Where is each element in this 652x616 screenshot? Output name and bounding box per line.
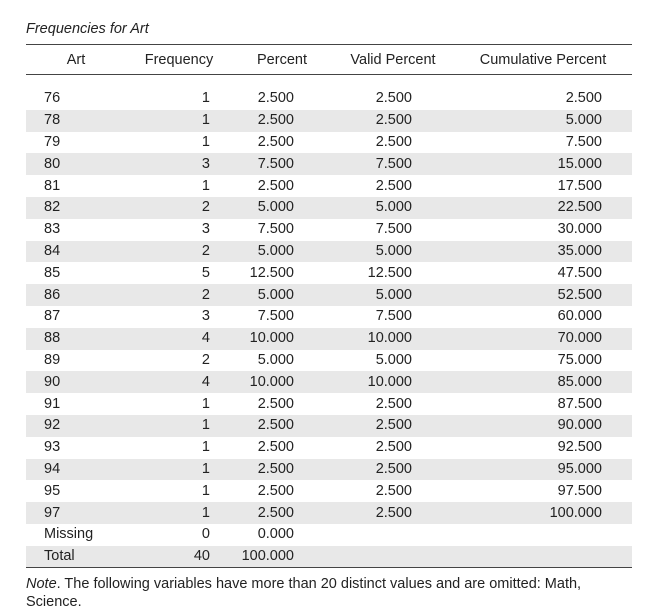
cell-art: 89	[44, 351, 61, 368]
table-row	[26, 306, 632, 328]
cell-art: 78	[26, 110, 126, 132]
cell-percent: 100.000	[232, 546, 332, 568]
cell-frequency: 0	[201, 526, 210, 543]
cell-art: 94	[26, 459, 126, 481]
cell-percent: 2.500	[257, 395, 294, 412]
cell-frequency: 1	[201, 395, 210, 412]
cell-percent: 2.500	[257, 177, 294, 194]
cell-art: 92	[26, 415, 126, 437]
cell-cumulative-percent: 35.000	[454, 241, 632, 263]
cell-art: Missing	[44, 526, 94, 543]
cell-valid-percent: 10.000	[332, 328, 454, 350]
column-header-art: Art	[26, 45, 126, 75]
cell-cumulative-percent: 2.500	[565, 90, 602, 107]
cell-cumulative-percent	[454, 524, 632, 546]
table-row	[26, 480, 632, 502]
table-row	[26, 415, 632, 437]
cell-frequency: 1	[201, 133, 210, 150]
cell-frequency: 2	[126, 241, 232, 263]
cell-valid-percent: 2.500	[375, 439, 412, 456]
cell-cumulative-percent: 22.500	[454, 197, 632, 219]
cell-frequency: 2	[201, 351, 210, 368]
cell-cumulative-percent: 17.500	[557, 177, 602, 194]
cell-frequency: 40	[126, 546, 232, 568]
cell-percent: 2.500	[232, 459, 332, 481]
cell-valid-percent	[332, 546, 454, 568]
cell-frequency: 1	[126, 502, 232, 524]
cell-frequency: 5	[201, 264, 210, 281]
cell-frequency: 3	[126, 153, 232, 175]
cell-percent: 5.000	[257, 351, 294, 368]
table-row	[26, 284, 632, 306]
cell-valid-percent: 2.500	[332, 502, 454, 524]
cell-valid-percent: 7.500	[375, 308, 412, 325]
frequency-table-panel	[26, 14, 632, 611]
cell-cumulative-percent: 52.500	[454, 284, 632, 306]
cell-valid-percent: 5.000	[332, 197, 454, 219]
cell-valid-percent: 2.500	[375, 90, 412, 107]
table-note	[26, 575, 632, 611]
cell-art: 91	[44, 395, 61, 412]
table-row	[26, 459, 632, 481]
table-row	[26, 132, 632, 154]
cell-cumulative-percent: 95.000	[454, 459, 632, 481]
cell-frequency: 1	[126, 110, 232, 132]
cell-valid-percent: 7.500	[332, 153, 454, 175]
cell-art: 88	[26, 328, 126, 350]
table-row	[26, 437, 632, 459]
cell-art: 84	[26, 241, 126, 263]
cell-art: 79	[44, 133, 61, 150]
table-body	[26, 75, 632, 568]
cell-valid-percent: 2.500	[375, 482, 412, 499]
cell-frequency: 3	[201, 221, 210, 238]
table-row	[26, 502, 632, 524]
cell-art: 83	[44, 221, 61, 238]
table-row	[26, 175, 632, 197]
cell-cumulative-percent: 7.500	[565, 133, 602, 150]
cell-frequency: 1	[126, 415, 232, 437]
column-header-valid-percent: Valid Percent	[332, 45, 454, 75]
cell-valid-percent: 10.000	[332, 371, 454, 393]
cell-frequency: 1	[201, 439, 210, 456]
cell-art: 87	[44, 308, 61, 325]
table-header-row	[26, 45, 632, 75]
cell-cumulative-percent: 70.000	[454, 328, 632, 350]
table-row	[26, 241, 632, 263]
cell-valid-percent: 2.500	[375, 133, 412, 150]
cell-frequency: 1	[201, 177, 210, 194]
cell-art: Total	[26, 546, 126, 568]
cell-cumulative-percent: 92.500	[557, 439, 602, 456]
cell-percent: 7.500	[232, 153, 332, 175]
table-row	[26, 153, 632, 175]
cell-art: 82	[26, 197, 126, 219]
cell-frequency: 1	[201, 482, 210, 499]
cell-cumulative-percent: 90.000	[454, 415, 632, 437]
cell-art: 93	[44, 439, 61, 456]
cell-percent: 10.000	[232, 371, 332, 393]
table-spacer	[26, 75, 632, 89]
table-row	[26, 328, 632, 350]
cell-valid-percent: 5.000	[332, 284, 454, 306]
cell-percent: 5.000	[232, 284, 332, 306]
cell-cumulative-percent: 87.500	[557, 395, 602, 412]
cell-percent: 10.000	[232, 328, 332, 350]
cell-cumulative-percent: 30.000	[557, 221, 602, 238]
cell-frequency: 3	[201, 308, 210, 325]
cell-valid-percent: 2.500	[375, 177, 412, 194]
cell-percent: 2.500	[257, 90, 294, 107]
cell-frequency: 1	[201, 90, 210, 107]
cell-valid-percent	[332, 524, 454, 546]
column-header-frequency: Frequency	[126, 45, 232, 75]
cell-frequency: 1	[126, 459, 232, 481]
cell-valid-percent: 2.500	[332, 459, 454, 481]
cell-cumulative-percent: 75.000	[557, 351, 602, 368]
cell-art: 80	[26, 153, 126, 175]
table-row	[26, 524, 632, 546]
note-text: . The following variables have more than 20 distinct values and are omitted: Math, Science.	[26, 576, 582, 611]
cell-art: 85	[44, 264, 61, 281]
table-row	[26, 88, 632, 110]
cell-frequency: 2	[126, 197, 232, 219]
cell-art: 95	[44, 482, 61, 499]
column-header-cumulative-percent: Cumulative Percent	[454, 45, 632, 75]
cell-percent: 5.000	[232, 197, 332, 219]
cell-percent: 2.500	[257, 482, 294, 499]
cell-percent: 2.500	[232, 502, 332, 524]
cell-percent: 7.500	[257, 308, 294, 325]
table-row	[26, 350, 632, 372]
cell-frequency: 4	[126, 328, 232, 350]
cell-cumulative-percent: 97.500	[557, 482, 602, 499]
cell-valid-percent: 2.500	[332, 110, 454, 132]
table-row	[26, 371, 632, 393]
cell-art: 86	[26, 284, 126, 306]
table-title: Frequencies for Art	[26, 21, 149, 37]
table-row	[26, 219, 632, 241]
cell-percent: 0.000	[257, 526, 294, 543]
cell-percent: 7.500	[257, 221, 294, 238]
cell-valid-percent: 12.500	[367, 264, 412, 281]
cell-percent: 2.500	[257, 133, 294, 150]
cell-art: 76	[44, 90, 61, 107]
cell-percent: 2.500	[232, 110, 332, 132]
cell-cumulative-percent	[454, 546, 632, 568]
cell-art: 81	[44, 177, 61, 194]
frequency-table	[26, 44, 632, 568]
cell-cumulative-percent: 60.000	[557, 308, 602, 325]
cell-cumulative-percent: 85.000	[454, 371, 632, 393]
cell-cumulative-percent: 5.000	[454, 110, 632, 132]
cell-cumulative-percent: 47.500	[557, 264, 602, 281]
cell-percent: 5.000	[232, 241, 332, 263]
cell-percent: 12.500	[249, 264, 294, 281]
cell-percent: 2.500	[257, 439, 294, 456]
cell-frequency: 4	[126, 371, 232, 393]
cell-valid-percent: 2.500	[332, 415, 454, 437]
table-row	[26, 110, 632, 132]
cell-percent: 2.500	[232, 415, 332, 437]
table-row	[26, 393, 632, 415]
cell-valid-percent: 2.500	[375, 395, 412, 412]
table-row	[26, 546, 632, 568]
cell-cumulative-percent: 15.000	[454, 153, 632, 175]
cell-art: 90	[26, 371, 126, 393]
table-row	[26, 262, 632, 284]
note-label: Note	[26, 576, 57, 593]
cell-cumulative-percent: 100.000	[454, 502, 632, 524]
cell-frequency: 2	[126, 284, 232, 306]
cell-valid-percent: 5.000	[332, 241, 454, 263]
cell-art: 97	[26, 502, 126, 524]
column-header-percent: Percent	[232, 45, 332, 75]
cell-valid-percent: 5.000	[375, 351, 412, 368]
table-row	[26, 197, 632, 219]
cell-valid-percent: 7.500	[375, 221, 412, 238]
